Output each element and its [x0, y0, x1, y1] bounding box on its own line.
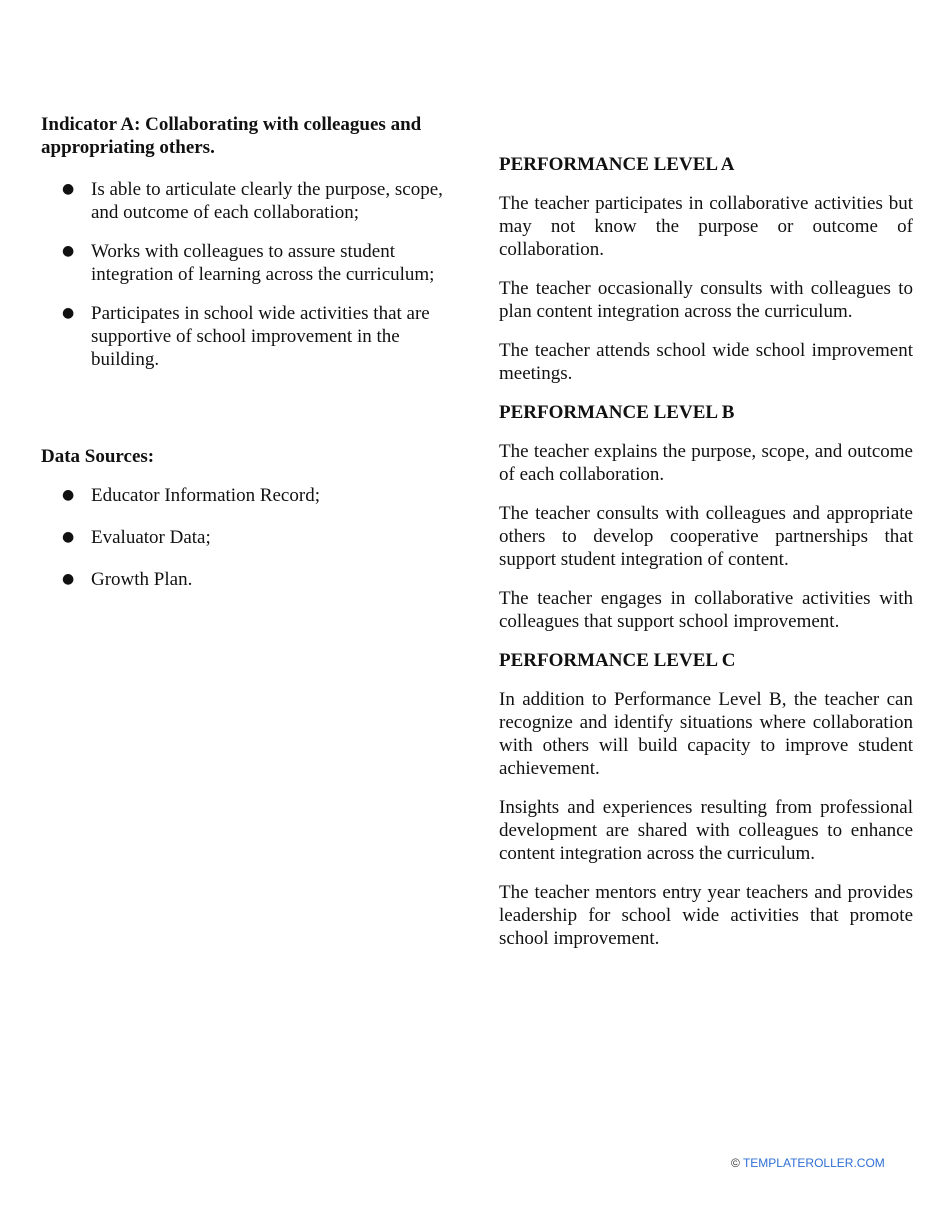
bullet-icon: ● [62, 487, 75, 503]
list-item-text: Is able to articulate clearly the purpose, scope, and outcome of each collaboration; [91, 179, 443, 223]
list-item [41, 526, 461, 549]
list-item-text: Evaluator Data; [91, 527, 211, 548]
bullet-icon: ● [62, 305, 75, 321]
level-paragraph: The teacher attends school wide school improvement meetings. [499, 340, 913, 384]
copyright-icon: © [731, 1156, 740, 1170]
list-item [41, 178, 461, 224]
left-column [41, 113, 461, 610]
level-paragraph: The teacher consults with colleagues and appropriate others to develop cooperative partnerships that support student integration of content. [499, 503, 913, 570]
level-paragraph: Insights and experiences resulting from professional development are shared with colleagues to enhance content integration across the curriculum. [499, 797, 913, 864]
indicator-heading: Indicator A: Collaborating with colleagues and appropriating others. [41, 114, 422, 158]
data-sources-section [41, 445, 461, 591]
footer-credit [731, 1156, 885, 1170]
bullet-icon: ● [62, 243, 75, 259]
bullet-icon: ● [62, 529, 75, 545]
list-item-text: Educator Information Record; [91, 485, 320, 506]
list-item-text: Participates in school wide activities that are supportive of school improvement in the building. [91, 303, 430, 370]
data-sources-list [41, 484, 461, 591]
performance-level-a [499, 153, 913, 385]
level-heading: PERFORMANCE LEVEL A [499, 154, 735, 175]
level-heading: PERFORMANCE LEVEL C [499, 650, 736, 671]
level-paragraph: The teacher explains the purpose, scope, and outcome of each collaboration. [499, 441, 913, 485]
list-item-text: Growth Plan. [91, 569, 193, 590]
list-item [41, 302, 461, 371]
right-column [499, 153, 913, 966]
list-item [41, 484, 461, 507]
level-paragraph: The teacher occasionally consults with colleagues to plan content integration across the curriculum. [499, 278, 913, 322]
bullet-icon: ● [62, 181, 75, 197]
performance-level-b [499, 401, 913, 633]
list-item [41, 568, 461, 591]
level-paragraph: The teacher mentors entry year teachers and provides leadership for school wide activities that promote school improvement. [499, 882, 913, 949]
level-paragraph: The teacher participates in collaborative activities but may not know the purpose or outcome of collaboration. [499, 193, 913, 260]
list-item [41, 240, 461, 286]
level-paragraph: The teacher engages in collaborative activities with colleagues that support school improvement. [499, 588, 913, 632]
indicator-bullet-list [41, 178, 461, 371]
performance-level-c [499, 649, 913, 950]
list-item-text: Works with colleagues to assure student integration of learning across the curriculum; [91, 241, 435, 285]
templateroller-link[interactable]: TEMPLATEROLLER.COM [742, 1156, 885, 1170]
level-heading: PERFORMANCE LEVEL B [499, 402, 735, 423]
level-paragraph: In addition to Performance Level B, the teacher can recognize and identify situations where collaboration with others will build capacity to improve student achievement. [499, 689, 913, 779]
bullet-icon: ● [62, 571, 75, 587]
data-sources-heading: Data Sources: [41, 446, 155, 467]
